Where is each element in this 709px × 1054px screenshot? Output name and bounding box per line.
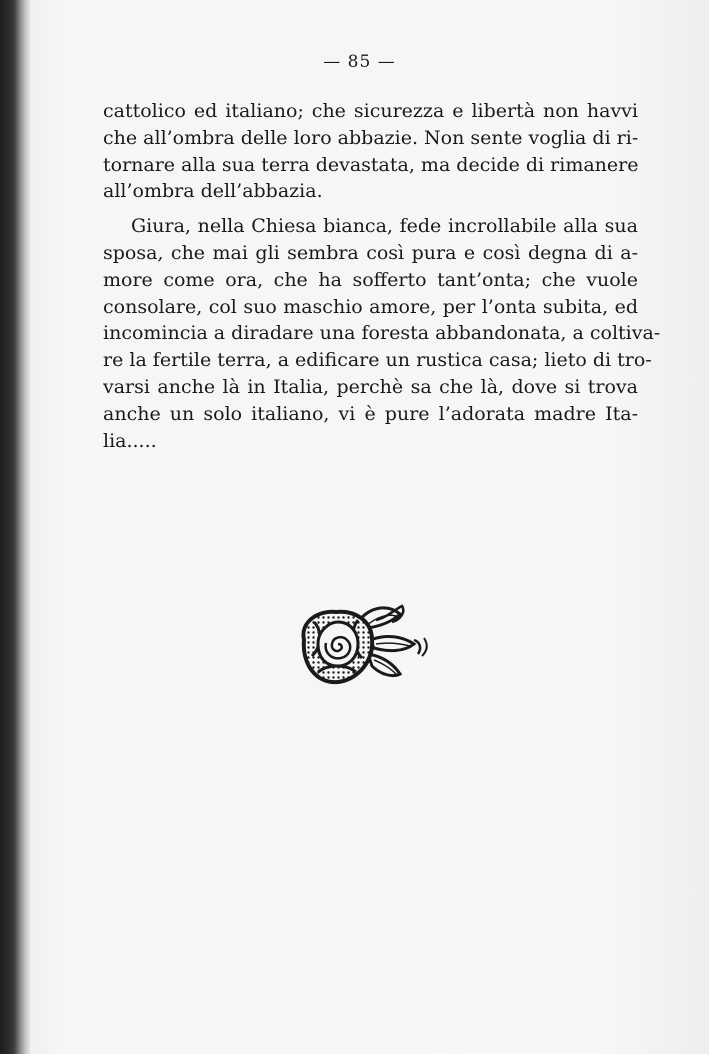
text-line: more come ora, che ha sofferto tant’onta; che vuole <box>103 268 638 291</box>
text-line: varsi anche là in Italia, perchè sa che là, dove si trova <box>103 375 638 398</box>
text-line: anche un solo italiano, vi è pure l’adorata madre Ita- <box>103 402 638 425</box>
text-line: Giura, nella Chiesa bianca, fede incrollabile alla sua <box>131 215 638 238</box>
text-line: incomincia a diradare una foresta abbandonata, a coltiva- <box>103 322 661 345</box>
page-number: — 85 — <box>323 52 396 72</box>
book-spine-shadow <box>0 0 30 1054</box>
rose-ornament-icon <box>296 600 432 692</box>
text-line: sposa, che mai gli sembra così pura e così degna di a- <box>103 241 638 264</box>
body-text <box>103 98 661 454</box>
text-line: all’ombra dell’abbazia. <box>103 180 323 203</box>
text-line: che all’ombra delle loro abbazie. Non sente voglia di ri- <box>103 126 639 149</box>
text-line: consolare, col suo maschio amore, per l’onta subita, ed <box>103 295 638 318</box>
paragraph-2 <box>103 213 661 454</box>
text-line: tornare alla sua terra devastata, ma decide di rimanere <box>103 153 639 176</box>
paragraph-1 <box>103 98 638 205</box>
text-line: re la fertile terra, a edificare un rustica casa; lieto di tro- <box>103 349 652 372</box>
text-line: lia..... <box>103 429 157 452</box>
text-line: cattolico ed italiano; che sicurezza e libertà non havvi <box>103 100 638 122</box>
